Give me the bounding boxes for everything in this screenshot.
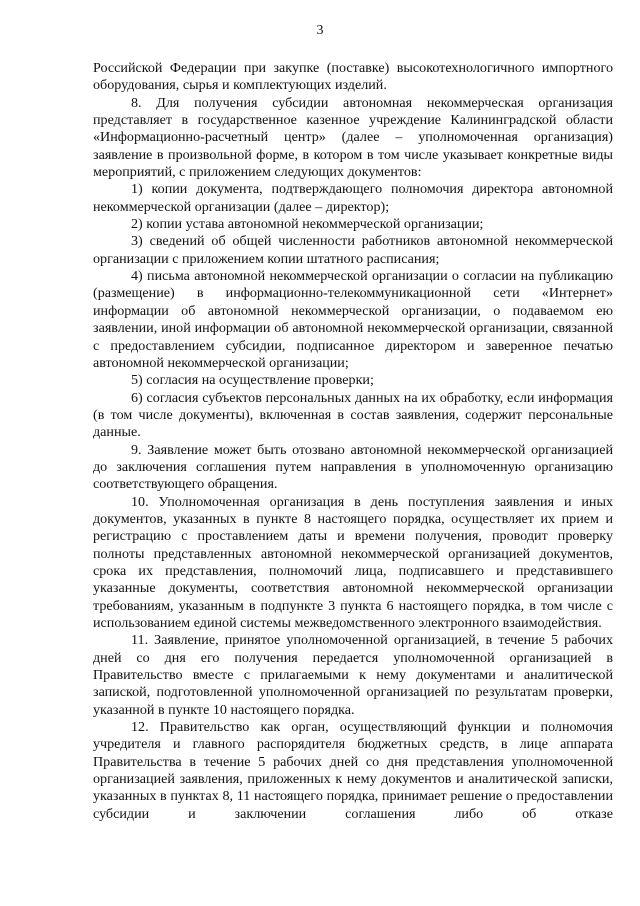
paragraph-subitem-2: 2) копии устава автономной некоммерческой организации; <box>131 216 484 233</box>
document-body <box>93 60 613 823</box>
paragraph-subitem-4: 4) письма автономной некоммерческой организации о согласии на публикацию (размещение) в информационно-телекоммуникационной сети «Интернет» информации об автономной некоммерческой организации, о подаваемом ею заявлении, иной информации об автономной некоммерческой организации, связанной с предоставлением субсидии, подписанное директором и заверенное печатью автономной некоммерческой организации; <box>93 268 613 371</box>
paragraph-item-8: 8. Для получения субсидии автономная некоммерческая организация представляет в государственное казенное учреждение Калининградской области «Информационно-расчетный центр» (далее – уполномоченная организация) заявление в произвольной форме, в котором в том числе указывает конкретные виды мероприятий, с приложением следующих документов: <box>93 94 613 181</box>
paragraph-subitem-3: 3) сведений об общей численности работников автономной некоммерческой организации с приложением копии штатного расписания; <box>93 233 613 267</box>
paragraph-subitem-6: 6) согласия субъектов персональных данных на их обработку, если информация (в том числе документы), включенная в состав заявления, содержит персональные данные. <box>93 389 613 441</box>
paragraph-subitem-1: 1) копии документа, подтверждающего полномочия директора автономной некоммерческой организации (далее – директор); <box>93 181 613 215</box>
paragraph-item-9: 9. Заявление может быть отозвано автономной некоммерческой организацией до заключения соглашения путем направления в уполномоченную организацию соответствующего обращения. <box>93 441 613 493</box>
paragraph-item-12: 12. Правительство как орган, осуществляющий функции и полномочия учредителя и главного распорядителя бюджетных средств, в лице аппарата Правительства в течение 5 рабочих дней со дня представления уполномоченной организацией заявления, приложенных к нему документов и аналитической записки, указанных в пунктах 8, 11 настоящего порядка, принимает решение о предоставлении субсидии и заключении соглашения либо об отказе <box>93 719 613 822</box>
page-number: 3 <box>316 23 324 38</box>
paragraph-continuation: Российской Федерации при закупке (поставке) высокотехнологичного импортного оборудования, сырья и комплектующих изделий. <box>93 60 613 94</box>
paragraph-subitem-5: 5) согласия на осуществление проверки; <box>131 372 374 389</box>
paragraph-item-11: 11. Заявление, принятое уполномоченной организацией, в течение 5 рабочих дней со дня его получения передается уполномоченной организацией в Правительство вместе с прилагаемыми к нему документами и аналитической запиской, подготовленной уполномоченной организацией по результатам проверки, указанной в пункте 10 настоящего порядка. <box>93 632 613 718</box>
paragraph-item-10: 10. Уполномоченная организация в день поступления заявления и иных документов, указанных в пункте 8 настоящего порядка, осуществляет их прием и регистрацию с проставлением даты и времени получения, проводит проверку полноты представленных автономной некоммерческой организацией документов, срока их представления, полномочий лица, подписавшего и представившего указанные документы, соответствия автономной некоммерческой организации требованиям, указанным в подпункте 3 пункта 6 настоящего порядка, в том числе с использованием единой системы межведомственного электронного взаимодействия. <box>93 493 613 631</box>
